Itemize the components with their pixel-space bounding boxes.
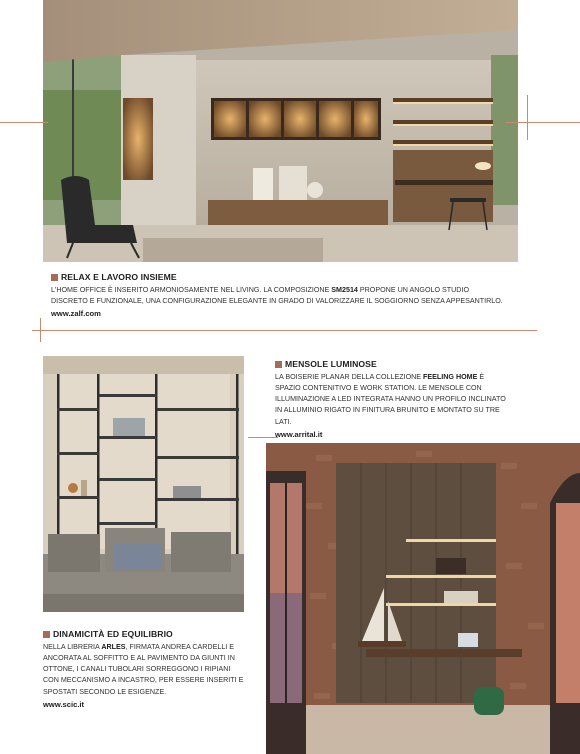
guide-line xyxy=(248,437,278,438)
article-headline xyxy=(43,629,248,639)
article-arrital xyxy=(275,359,508,439)
photo-zalf-living-room xyxy=(43,0,518,262)
headline-text: RELAX E LAVORO INSIEME xyxy=(61,272,177,282)
article-headline xyxy=(51,272,503,282)
guide-line xyxy=(32,330,537,331)
guide-line xyxy=(40,318,41,342)
article-url[interactable]: www.zalf.com xyxy=(51,309,101,319)
article-scic xyxy=(43,629,248,709)
guide-line xyxy=(0,122,48,123)
section-bullet-icon xyxy=(51,274,58,281)
headline-text: MENSOLE LUMINOSE xyxy=(285,359,377,369)
body-text: È SPAZIO CONTENITIVO E WORK STATION. LE MENSOLE CON ILLUMINAZIONE A LED INTEGRATA HANNO UN PROFILO INCLINATO IN ALLUMINIO RIGATO IN FINITURA BRUNITO E MONTATO SU TRE LATI. xyxy=(275,373,506,426)
article-body xyxy=(43,642,248,698)
product-name: ARLES xyxy=(101,643,126,651)
article-url[interactable]: www.arrital.it xyxy=(275,429,323,439)
body-text: NELLA LIBRERIA xyxy=(43,643,102,651)
product-name: SM2514 xyxy=(331,286,358,294)
guide-line xyxy=(527,95,528,140)
article-body xyxy=(51,285,503,307)
body-text: LA BOISERIE PLANAR DELLA COLLEZIONE xyxy=(275,373,424,381)
body-text: L'HOME OFFICE È INSERITO ARMONIOSAMENTE NEL LIVING. LA COMPOSIZIONE xyxy=(51,286,332,294)
article-url[interactable]: www.scic.it xyxy=(43,699,85,709)
section-bullet-icon xyxy=(43,631,50,638)
section-bullet-icon xyxy=(275,361,282,368)
body-text: PROPONE UN ANGOLO STUDIO DISCRETO E FUNZIONALE, UNA CONFIGURAZIONE ELEGANTE IN GRADO DI VALORIZZARE IL SOGGIORNO SENZA APPESANTIRLO. xyxy=(51,286,503,306)
article-zalf xyxy=(51,272,503,318)
product-name: FEELING HOME xyxy=(423,373,478,381)
headline-text: DINAMICITÀ ED EQUILIBRIO xyxy=(53,629,173,639)
article-body xyxy=(275,372,508,428)
body-text: , FIRMATA ANDREA CARDELLI E ANCORATA AL SOFFITTO E AL PAVIMENTO DA GIUNTI IN OTTONE, I CANALI TUBOLARI SORREGGONO I RIPIANI CON MECCANISMO A INCASTRO, PER ESSERE INSERITI E SPOSTATI SECONDO LE ESIGENZE. xyxy=(43,643,244,696)
photo-scic-bookcase xyxy=(43,356,244,612)
photo-arrital-boiserie xyxy=(266,443,580,754)
guide-line xyxy=(505,122,580,123)
article-headline xyxy=(275,359,508,369)
